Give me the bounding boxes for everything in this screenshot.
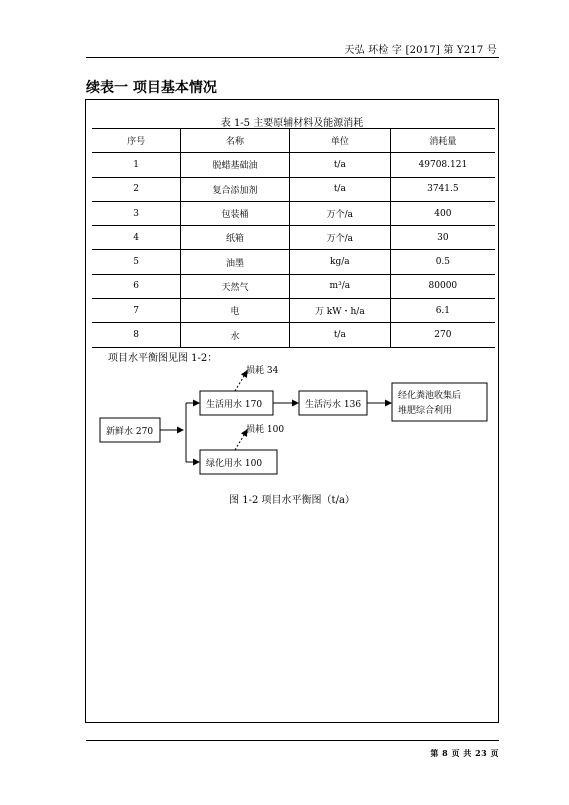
table-caption: 表 1-5 主要原辅材料及能源消耗 bbox=[220, 118, 364, 129]
cell-consumption: 30 bbox=[390, 226, 495, 250]
cell-consumption: 270 bbox=[390, 323, 495, 347]
cell-consumption: 80000 bbox=[390, 274, 495, 298]
cell-consumption: 0.5 bbox=[390, 250, 495, 274]
cell-unit: t/a bbox=[289, 323, 390, 347]
cell-unit: m³/a bbox=[289, 274, 390, 298]
domestic-water-label: 生活用水 170 bbox=[206, 400, 263, 410]
footer-rule bbox=[86, 740, 499, 741]
cell-unit: 万 kW・h/a bbox=[289, 299, 390, 323]
cell-consumption: 49708.121 bbox=[390, 153, 495, 177]
cell-name: 油墨 bbox=[181, 250, 290, 274]
cell-index: 2 bbox=[92, 177, 181, 201]
flow-intro-text: 项目水平衡图见图 1-2： bbox=[108, 353, 218, 364]
sewage-label: 生活污水 136 bbox=[305, 400, 362, 410]
cell-index: 5 bbox=[92, 250, 181, 274]
cell-consumption: 3741.5 bbox=[390, 177, 495, 201]
column-header-index: 序号 bbox=[92, 129, 181, 153]
cell-consumption: 400 bbox=[390, 201, 495, 225]
cell-index: 1 bbox=[92, 153, 181, 177]
cell-unit: t/a bbox=[289, 153, 390, 177]
cell-index: 3 bbox=[92, 201, 181, 225]
destination-label-line1: 经化粪池收集后 bbox=[398, 391, 462, 401]
column-header-unit: 单位 bbox=[289, 129, 390, 153]
cell-index: 7 bbox=[92, 299, 181, 323]
fresh-water-label: 新鲜水 270 bbox=[106, 427, 154, 437]
cell-name: 天然气 bbox=[181, 274, 290, 298]
page-number: 第 8 页 共 23 页 bbox=[430, 748, 499, 758]
cell-index: 6 bbox=[92, 274, 181, 298]
loss-greening-label: 损耗 100 bbox=[246, 425, 285, 435]
cell-unit: 万个/a bbox=[289, 201, 390, 225]
greening-water-label: 绿化用水 100 bbox=[206, 459, 263, 469]
cell-index: 8 bbox=[92, 323, 181, 347]
cell-name: 电 bbox=[181, 299, 290, 323]
cell-name: 脱蜡基础油 bbox=[181, 153, 290, 177]
cell-index: 4 bbox=[92, 226, 181, 250]
cell-unit: 万个/a bbox=[289, 226, 390, 250]
cell-unit: t/a bbox=[289, 177, 390, 201]
cell-unit: kg/a bbox=[289, 250, 390, 274]
section-title: 续表一 项目基本情况 bbox=[86, 80, 217, 96]
cell-name: 纸箱 bbox=[181, 226, 290, 250]
cell-name: 包装桶 bbox=[181, 201, 290, 225]
figure-caption: 图 1-2 项目水平衡图（t/a） bbox=[229, 495, 355, 506]
document-reference: 天弘 环检 字 [2017] 第 Y217 号 bbox=[344, 45, 497, 56]
cell-name: 复合添加剂 bbox=[181, 177, 290, 201]
destination-label-line2: 堆肥综合利用 bbox=[398, 406, 453, 416]
column-header-name: 名称 bbox=[181, 129, 290, 153]
loss-domestic-label: 损耗 34 bbox=[246, 366, 279, 376]
column-header-consumption: 消耗量 bbox=[390, 129, 495, 153]
cell-name: 水 bbox=[181, 323, 290, 347]
cell-consumption: 6.1 bbox=[390, 299, 495, 323]
